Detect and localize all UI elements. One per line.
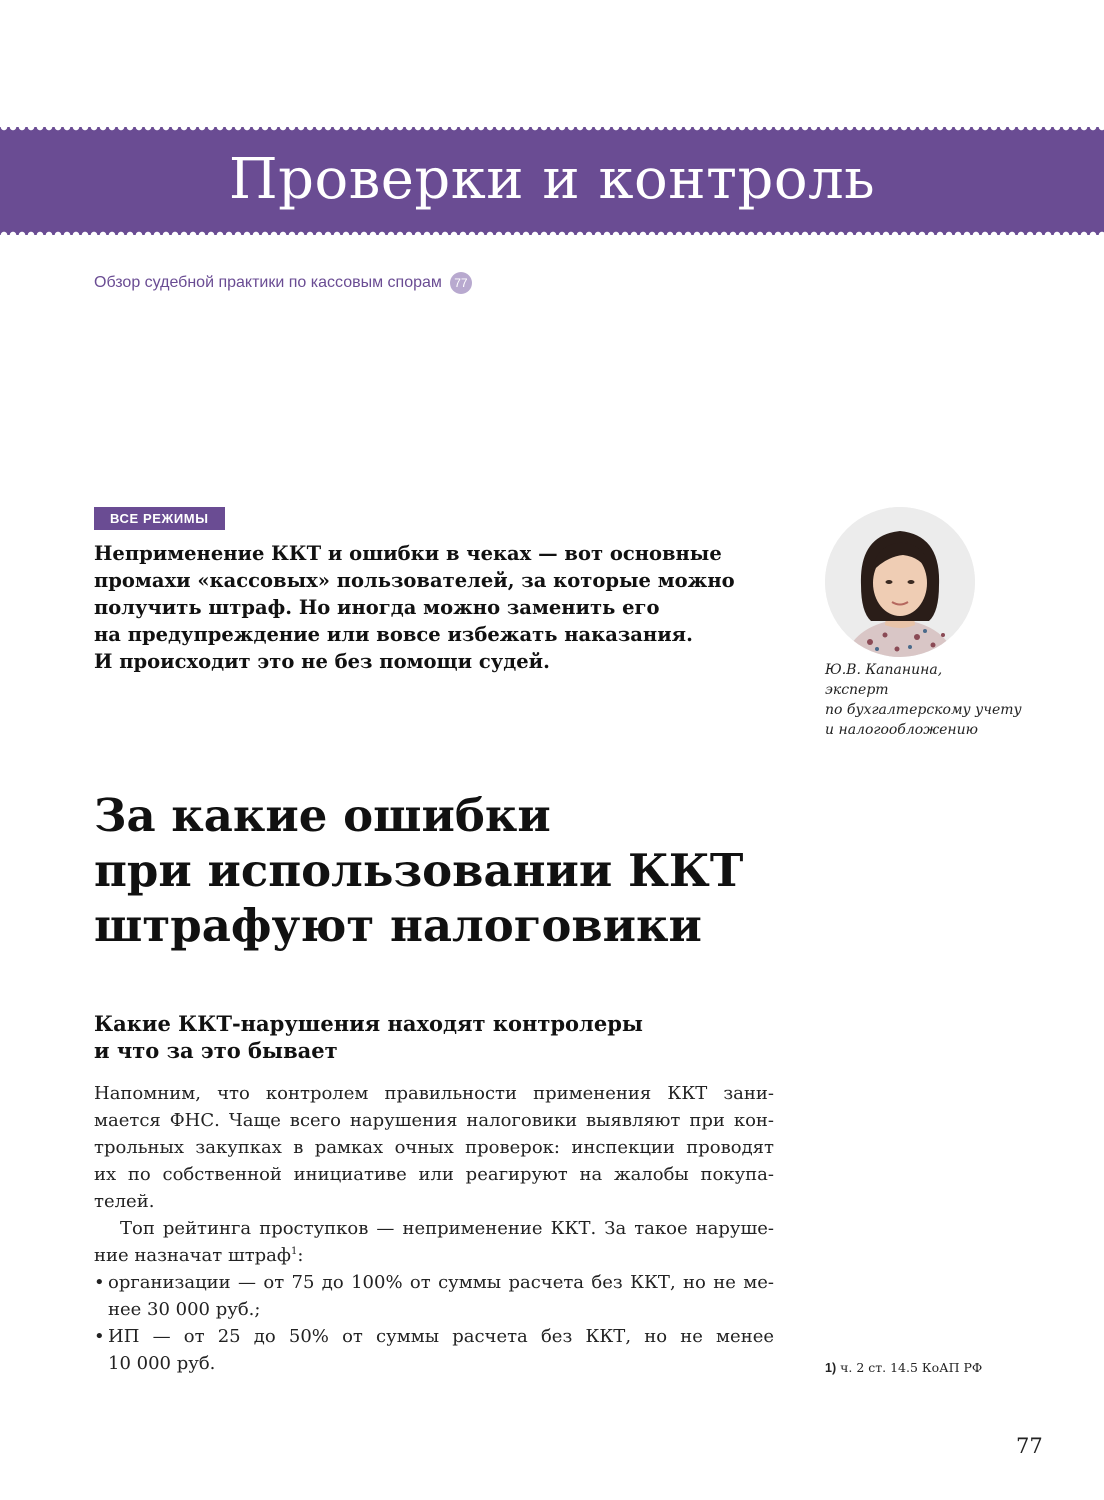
body-line: ИП — от 25 до 50% от суммы расчета без ККТ, но не менее	[108, 1326, 774, 1347]
author-portrait-image	[825, 507, 975, 657]
body-text: ние назначат штраф	[94, 1245, 291, 1266]
author-photo	[825, 507, 975, 657]
list-item	[94, 1323, 774, 1377]
footnote-number: 1)	[825, 1361, 837, 1375]
bullet-icon: •	[94, 1326, 105, 1347]
author-role-line: и налогообложению	[825, 722, 978, 738]
regime-badge: ВСЕ РЕЖИМЫ	[94, 507, 225, 530]
lead-line: И происходит это не без помощи судей.	[94, 650, 550, 673]
list-item-text	[108, 1269, 774, 1323]
body-line: Напомним, что контролем правильности применения ККТ зани-	[94, 1083, 774, 1104]
article-title-line: при использовании ККТ	[94, 844, 744, 897]
author-name: Ю.В. Капанина,	[825, 662, 943, 678]
footnote	[825, 1360, 982, 1375]
article-body	[94, 1080, 774, 1377]
author-caption	[825, 660, 1022, 740]
body-line	[94, 1242, 774, 1269]
banner-scallop-bottom	[0, 231, 1104, 239]
body-line: их по собственной инициативе или реагируют на жалобы покупа-	[94, 1164, 774, 1185]
lead-paragraph	[94, 540, 774, 675]
article-subtitle-line: и что за это бывает	[94, 1038, 338, 1063]
footnote-text: ч. 2 ст. 14.5 КоАП РФ	[840, 1360, 983, 1375]
related-article-link[interactable]	[94, 272, 472, 294]
body-line: телей.	[94, 1191, 155, 1212]
list-item	[94, 1269, 774, 1323]
section-title: Проверки и контроль	[228, 147, 876, 212]
article-title	[94, 788, 743, 953]
article-title-line: За какие ошибки	[94, 789, 551, 842]
lead-line: Неприменение ККТ и ошибки в чеках — вот основные	[94, 542, 722, 565]
article-subtitle-line: Какие ККТ-нарушения находят контролеры	[94, 1011, 643, 1036]
body-line: организации — от 75 до 100% от суммы расчета без ККТ, но не ме-	[108, 1272, 774, 1293]
related-page-badge: 77	[450, 272, 472, 294]
bullet-icon: •	[94, 1272, 105, 1293]
lead-line: получить штраф. Но иногда можно заменить его	[94, 596, 660, 619]
banner-scallop-top	[0, 123, 1104, 131]
body-line: нее 30 000 руб.;	[108, 1299, 261, 1320]
related-article-text: Обзор судебной практики по кассовым спорам	[94, 274, 442, 291]
body-line: трольных закупках в рамках очных проверок: инспекции проводят	[94, 1137, 774, 1158]
author-role-line: эксперт	[825, 682, 889, 698]
lead-line: на предупреждение или вовсе избежать наказания.	[94, 623, 693, 646]
body-text: :	[297, 1245, 304, 1266]
body-line: мается ФНС. Чаще всего нарушения налоговики выявляют при кон-	[94, 1110, 774, 1131]
author-role-line: по бухгалтерскому учету	[825, 702, 1022, 718]
section-banner	[0, 127, 1104, 235]
body-line: Топ рейтинга проступков — неприменение ККТ. За такое наруше-	[120, 1218, 774, 1239]
body-line: 10 000 руб.	[108, 1353, 216, 1374]
article-subtitle	[94, 1010, 643, 1064]
lead-line: промахи «кассовых» пользователей, за которые можно	[94, 569, 735, 592]
footnote-ref[interactable]: 1	[291, 1246, 298, 1257]
list-item-text	[108, 1323, 774, 1377]
article-title-line: штрафуют налоговики	[94, 899, 702, 952]
page-number: 77	[1016, 1434, 1043, 1458]
